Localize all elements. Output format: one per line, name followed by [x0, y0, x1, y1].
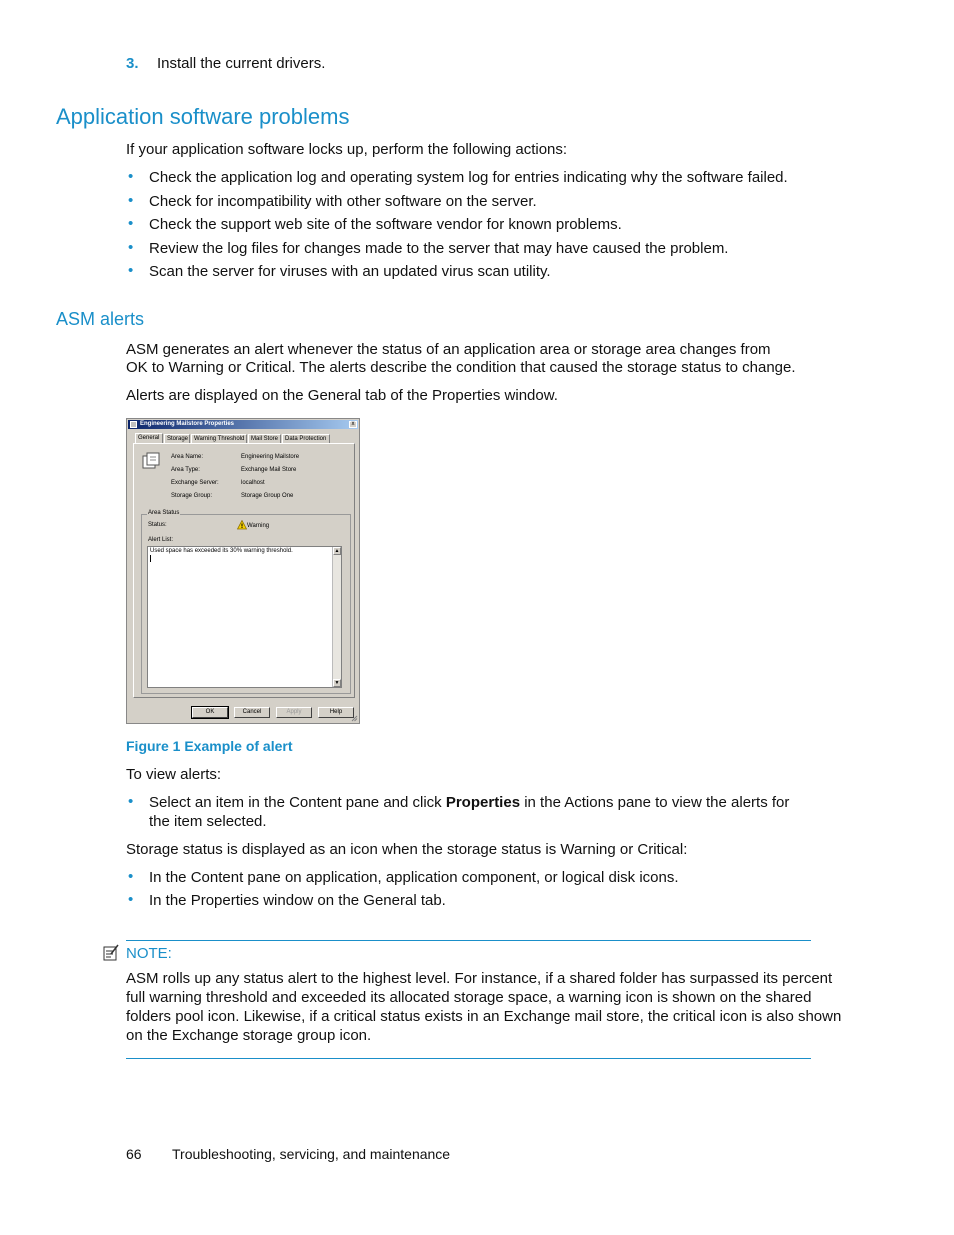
note-line: folders pool icon. Likewise, if a critical status exists in an Exchange mail store, the critical icon is also shown	[126, 1008, 842, 1025]
list-item: In the Properties window on the General tab.	[149, 892, 446, 909]
status-value: Warning	[247, 523, 270, 529]
field-label: Area Type:	[171, 467, 200, 473]
list-item	[149, 793, 789, 812]
tab-warning-threshold[interactable]: Warning Threshold	[191, 434, 247, 444]
footer-text: Troubleshooting, servicing, and maintenance	[172, 1146, 451, 1162]
cancel-button[interactable]: Cancel	[234, 707, 270, 718]
step-text: Install the current drivers.	[157, 55, 326, 72]
field-label: Exchange Server:	[171, 480, 219, 486]
list-item: Scan the server for viruses with an updated virus scan utility.	[149, 263, 551, 280]
tab-mail-store[interactable]: Mail Store	[248, 434, 281, 444]
step-number: 3.	[126, 55, 139, 72]
apply-button[interactable]: Apply	[276, 707, 312, 718]
list-item: Check for incompatibility with other software on the server.	[149, 193, 537, 210]
alert-item: Used space has exceeded its 30% warning threshold.	[150, 548, 293, 554]
view-intro: To view alerts:	[126, 766, 222, 783]
section2-para1-line2: OK to Warning or Critical. The alerts describe the condition that caused the storage status to change.	[126, 359, 796, 376]
tab-storage[interactable]: Storage	[164, 434, 190, 444]
section2-para2: Alerts are displayed on the General tab of the Properties window.	[126, 387, 558, 404]
dialog-title: Engineering Mailstore Properties	[140, 421, 235, 427]
field-value: Exchange Mail Store	[241, 467, 297, 473]
bullet-marker: •	[128, 793, 134, 810]
bullet-marker: •	[128, 192, 134, 209]
properties-term: Properties	[445, 794, 521, 811]
list-item: Check the support web site of the software vendor for known problems.	[149, 216, 622, 233]
bullet-marker: •	[128, 168, 134, 185]
bullet-marker: •	[128, 215, 134, 232]
mailstore-icon	[141, 451, 161, 471]
scrollbar[interactable]	[332, 547, 341, 687]
field-label: Area Name:	[171, 454, 204, 460]
bullet-marker: •	[128, 891, 134, 908]
field-label: Storage Group:	[171, 493, 213, 499]
status-paragraph: Storage status is displayed as an icon when the storage status is Warning or Critical:	[126, 841, 688, 858]
field-value: localhost	[241, 480, 265, 486]
section1-intro: If your application software locks up, perform the following actions:	[126, 141, 568, 158]
section2-para1-line1: ASM generates an alert whenever the status of an application area or storage area changes from	[126, 341, 771, 358]
warning-icon	[237, 520, 247, 530]
section-title-asm-alerts: ASM alerts	[56, 309, 145, 329]
field-value: Engineering Mailstore	[241, 454, 300, 460]
note-line: ASM rolls up any status alert to the highest level. For instance, if a shared folder has surpassed its percent	[126, 970, 833, 987]
note-top-rule	[126, 940, 811, 941]
bullet-marker: •	[128, 262, 134, 279]
page-number: 66	[126, 1146, 142, 1162]
bullet-marker: •	[128, 868, 134, 885]
window-icon	[130, 421, 137, 428]
resize-grip-icon[interactable]	[351, 715, 358, 722]
help-button[interactable]: Help	[318, 707, 354, 718]
ok-button[interactable]: OK	[192, 707, 228, 718]
tab-data-protection[interactable]: Data Protection	[282, 434, 330, 444]
list-item: Check the application log and operating system log for entries indicating why the software failed.	[149, 169, 788, 186]
note-label: NOTE:	[126, 945, 172, 962]
note-icon	[103, 944, 120, 961]
scroll-down-icon[interactable]: ▼	[334, 680, 340, 686]
properties-dialog-screenshot	[126, 418, 360, 724]
group-title: Area Status	[148, 510, 180, 516]
text-cursor	[150, 555, 151, 562]
note-line: on the Exchange storage group icon.	[126, 1027, 372, 1044]
close-icon[interactable]: x	[349, 421, 357, 428]
field-value: Storage Group One	[241, 493, 294, 499]
alert-list-label: Alert List:	[148, 537, 174, 543]
section-title-application-software: Application software problems	[56, 104, 350, 129]
list-item: In the Content pane on application, application component, or logical disk icons.	[149, 869, 679, 886]
list-item-text: in the Actions pane to view the alerts for	[520, 794, 790, 811]
note-line: full warning threshold and exceeded its allocated storage space, a warning icon is shown on the shared	[126, 989, 812, 1006]
alert-list[interactable]	[147, 546, 342, 688]
list-item: Review the log files for changes made to the server that may have caused the problem.	[149, 240, 729, 257]
bullet-marker: •	[128, 239, 134, 256]
scroll-up-icon[interactable]: ▲	[334, 548, 340, 554]
dialog-titlebar	[128, 420, 358, 429]
list-item-continuation: the item selected.	[149, 813, 267, 830]
figure-caption: Figure 1 Example of alert	[126, 738, 293, 754]
status-label: Status:	[148, 522, 167, 528]
list-item-text: Select an item in the Content pane and click	[149, 794, 446, 811]
note-bottom-rule	[126, 1058, 811, 1059]
tab-general[interactable]: General	[135, 433, 163, 444]
